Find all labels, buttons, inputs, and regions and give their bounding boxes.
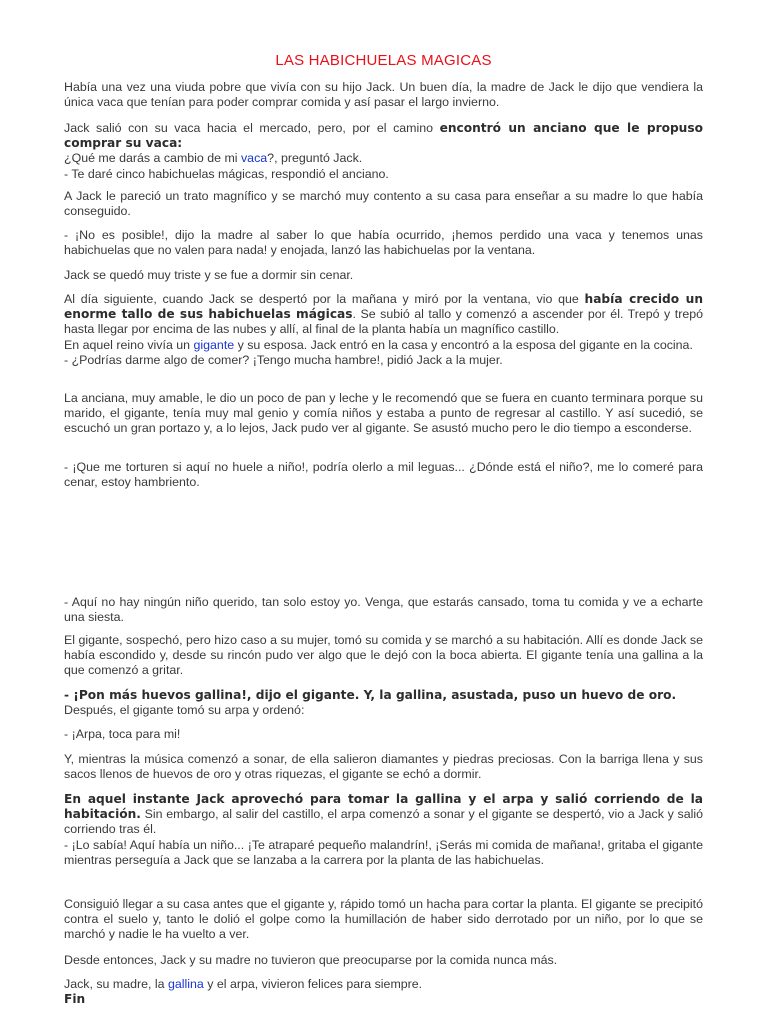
golden-egg-bold: - ¡Pon más huevos gallina!, dijo el gigante. Y, la gallina, asustada, puso un huevo de oro. bbox=[64, 688, 677, 702]
beanstalk-bold: había crecido un enorme tallo de sus habichuelas mágicas bbox=[64, 292, 703, 322]
paragraph-music: Y, mientras la música comenzó a sonar, de ella salieron diamantes y piedras preciosas. Con la barriga llena y sus sacos llenos de huevos de oro y otras riquezas, el gigante se echó a dormir. bbox=[64, 752, 703, 782]
paragraph-no-child: - Aquí no hay ningún niño querido, tan solo estoy yo. Venga, que estarás cansado, toma tu comida y ve a echarte una siesta. bbox=[64, 595, 703, 625]
food-request-line: - ¿Podrías darme algo de comer? ¡Tengo mucha hambre!, pidió Jack a la mujer. bbox=[64, 352, 503, 367]
paragraph-no-worries: Desde entonces, Jack y su madre no tuvieron que preocuparse por la comida nunca más. bbox=[64, 953, 558, 967]
giant-before: En aquel reino vivía un bbox=[64, 337, 194, 352]
harp-order-line: Después, el gigante tomó su arpa y ordenó: bbox=[64, 703, 305, 718]
fin-label: Fin bbox=[64, 992, 86, 1007]
paragraph-intro: Había una vez una viuda pobre que vivía con su hijo Jack. Un buen día, la madre de Jack le dijo que vendiera la única vaca que tenían para poder comprar comida y así pasar el largo invierno. bbox=[64, 80, 703, 110]
paragraph-mother: - ¡No es posible!, dijo la madre al saber lo que había ocurrido, ¡hemos perdido una vaca y tenemos unas habichuelas que no valen para nada! y enojada, lanzó las habichuelas por la ventana. bbox=[64, 228, 703, 258]
ending-before: Jack, su madre, la bbox=[64, 977, 168, 991]
vaca-link[interactable]: vaca bbox=[240, 151, 268, 166]
paragraph-ending bbox=[64, 977, 703, 1007]
paragraph-beanstalk bbox=[64, 292, 703, 368]
paragraph-trade: A Jack le pareció un trato magnífico y se marchó muy contento a su casa para enseñar a su madre lo que había conseguido. bbox=[64, 189, 703, 219]
question-line bbox=[64, 151, 703, 166]
question-after: ?, preguntó Jack. bbox=[267, 151, 363, 166]
paragraph-golden-egg bbox=[64, 688, 703, 718]
paragraph-wife: La anciana, muy amable, le dio un poco de pan y leche y le recomendó que se fuera en cuanto terminara porque su marido, el gigante, tenía muy mal genio y comía niños y estaba a punto de regresar al castillo. Y así sucedió, se escuchó un gran portazo y, a lo lejos, Jack pudo ver al gigante. Se asustó mucho pero le dio tiempo a esconderse. bbox=[64, 391, 703, 436]
escape-after: Sin embargo, al salir del castillo, el arpa comenzó a sonar y el gigante se despertó, vio a Jack y salió corriendo tras él. bbox=[64, 807, 703, 837]
paragraph-sad: Jack se quedó muy triste y se fue a dormir sin cenar. bbox=[64, 268, 354, 282]
old-man-offer-text: encontró un anciano que le propuso comprar su vaca: bbox=[64, 121, 703, 151]
paragraph-giant-smell: - ¡Que me torturen si aquí no huele a niño!, podría olerlo a mil leguas... ¿Dónde está el niño?, me lo comeré para cenar, estoy hambriento. bbox=[64, 460, 703, 490]
answer-line: - Te daré cinco habichuelas mágicas, respondió el anciano. bbox=[64, 166, 389, 181]
question-before: ¿Qué me darás a cambio de mi bbox=[64, 151, 241, 166]
paragraph-cut-plant: Consiguió llegar a su casa antes que el gigante y, rápido tomó un hacha para cortar la planta. El gigante se precipitó contra el suelo y, tanto le dolió el golpe como la humillación de haber sido derrotado por un niño, por lo que se marchó y nadie le ha vuelto a ver. bbox=[64, 897, 703, 942]
escape-bold: En aquel instante Jack aprovechó para tomar la gallina y el arpa y salió corriendo de la habitación. bbox=[64, 792, 703, 822]
paragraph-escape bbox=[64, 792, 703, 868]
giant-line bbox=[64, 338, 703, 353]
beanstalk-after: . Se subió al tallo y comenzó a ascender por él. Trepó y trepó hasta llegar por encima de las nubes y allí, al final de la planta había un magnífico castillo. bbox=[64, 307, 703, 337]
gigante-link[interactable]: gigante bbox=[193, 337, 235, 352]
giant-after: y su esposa. Jack entró en la casa y encontró a la esposa del gigante en la cocina. bbox=[234, 337, 693, 352]
paragraph-harp: - ¡Arpa, toca para mi! bbox=[64, 727, 181, 741]
story-title: LAS HABICHUELAS MAGICAS bbox=[275, 52, 492, 69]
paragraph-hen: El gigante, sospechó, pero hizo caso a su mujer, tomó su comida y se marchó a su habitación. Allí es donde Jack se había escondido y, desde su rincón pudo ver algo que le dejó con la boca abierta. El gigante tenía una gallina a la que comenzó a gritar. bbox=[64, 633, 703, 678]
beanstalk-intro: Al día siguiente, cuando Jack se despertó por la mañana y miró por la ventana, vio que bbox=[64, 292, 585, 306]
paragraph-market bbox=[64, 121, 703, 182]
chase-line: - ¡Lo sabía! Aquí había un niño... ¡Te atraparé pequeño malandrín!, ¡Serás mi comida de mañana!, gritaba el gigante mientras perseguía a Jack que se lanzaba a la carrera por la planta de las habichuelas. bbox=[64, 837, 703, 867]
market-intro-text: Jack salió con su vaca hacia el mercado, pero, por el camino bbox=[64, 121, 440, 135]
ending-after: y el arpa, vivieron felices para siempre. bbox=[203, 977, 423, 991]
gallina-link[interactable]: gallina bbox=[167, 977, 204, 991]
